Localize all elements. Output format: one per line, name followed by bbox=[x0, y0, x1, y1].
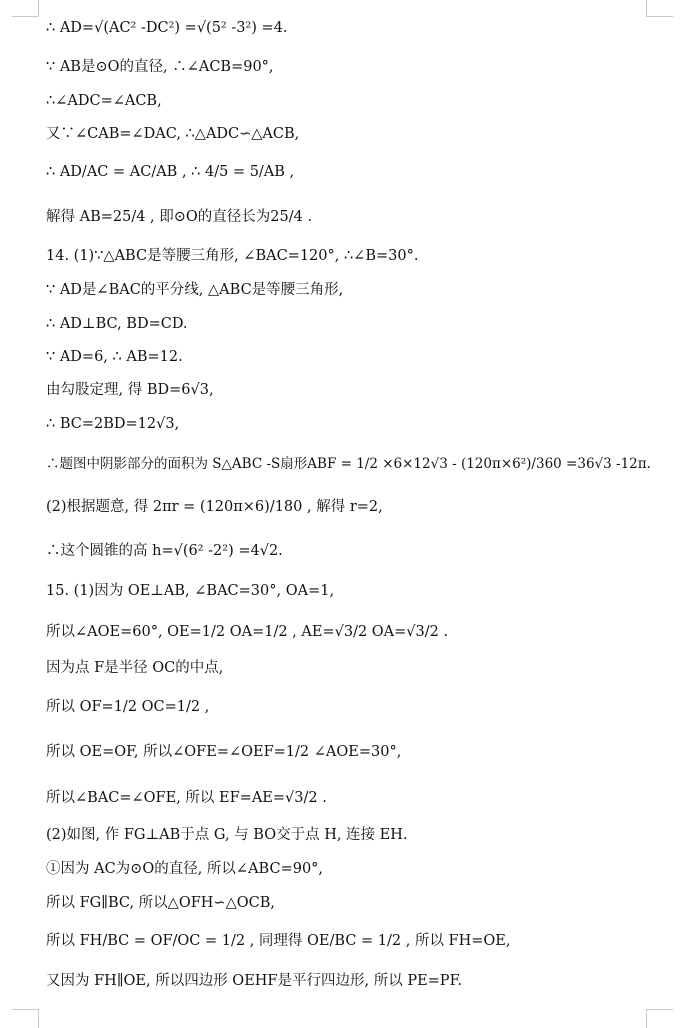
text-line: (2)根据题意, 得 2πr = (120π×6)/180 , 解得 r=2, bbox=[46, 499, 383, 515]
text-line: 14. (1)∵△ABC是等腰三角形, ∠BAC=120°, ∴∠B=30°. bbox=[46, 248, 419, 264]
text-line: ∴ AD=√(AC² -DC²) =√(5² -3²) =4. bbox=[46, 20, 288, 36]
text-line: 15. (1)因为 OE⊥AB, ∠BAC=30°, OA=1, bbox=[46, 583, 335, 599]
text-line: ∴ AD⊥BC, BD=CD. bbox=[46, 316, 188, 332]
text-line: 所以 OF=1/2 OC=1/2 , bbox=[46, 699, 210, 715]
text-line: 所以 OE=OF, 所以∠OFE=∠OEF=1/2 ∠AOE=30°, bbox=[46, 744, 402, 760]
text-line: ∵ AD是∠BAC的平分线, △ABC是等腰三角形, bbox=[46, 282, 344, 298]
text-line: ∴题图中阴影部分的面积为 S△ABC -S扇形ABF = 1/2 ×6×12√3 - (120π×6²)/360 =36√3 -12π. bbox=[46, 456, 651, 472]
text-line: 又因为 FH∥OE, 所以四边形 OEHF是平行四边形, 所以 PE=PF. bbox=[46, 973, 462, 989]
text-line: ∴ AD/AC = AC/AB , ∴ 4/5 = 5/AB , bbox=[46, 164, 295, 180]
text-line: ∴这个圆锥的高 h=√(6² -2²) =4√2. bbox=[46, 543, 283, 559]
text-line: ∵ AB是⊙O的直径, ∴∠ACB=90°, bbox=[46, 59, 274, 75]
text-line: ∵ AD=6, ∴ AB=12. bbox=[46, 349, 183, 365]
text-line: 所以∠AOE=60°, OE=1/2 OA=1/2 , AE=√3/2 OA=√3/2 . bbox=[46, 624, 449, 640]
text-line: ∴ BC=2BD=12√3, bbox=[46, 416, 180, 432]
text-line: 又∵∠CAB=∠DAC, ∴△ADC∽△ACB, bbox=[46, 126, 300, 142]
text-line: 所以∠BAC=∠OFE, 所以 EF=AE=√3/2 . bbox=[46, 790, 327, 806]
text-line: 所以 FH/BC = OF/OC = 1/2 , 同理得 OE/BC = 1/2 , 所以 FH=OE, bbox=[46, 933, 511, 949]
text-line: 所以 FG∥BC, 所以△OFH∽△OCB, bbox=[46, 895, 275, 911]
text-line: 由勾股定理, 得 BD=6√3, bbox=[46, 382, 214, 398]
text-line: ①因为 AC为⊙O的直径, 所以∠ABC=90°, bbox=[46, 861, 324, 877]
text-line: (2)如图, 作 FG⊥AB于点 G, 与 BO交于点 H, 连接 EH. bbox=[46, 827, 408, 843]
text-line: ∴∠ADC=∠ACB, bbox=[46, 93, 162, 109]
text-line: 解得 AB=25/4 , 即⊙O的直径长为25/4 . bbox=[46, 209, 313, 225]
text-line: 因为点 F是半径 OC的中点, bbox=[46, 660, 224, 676]
